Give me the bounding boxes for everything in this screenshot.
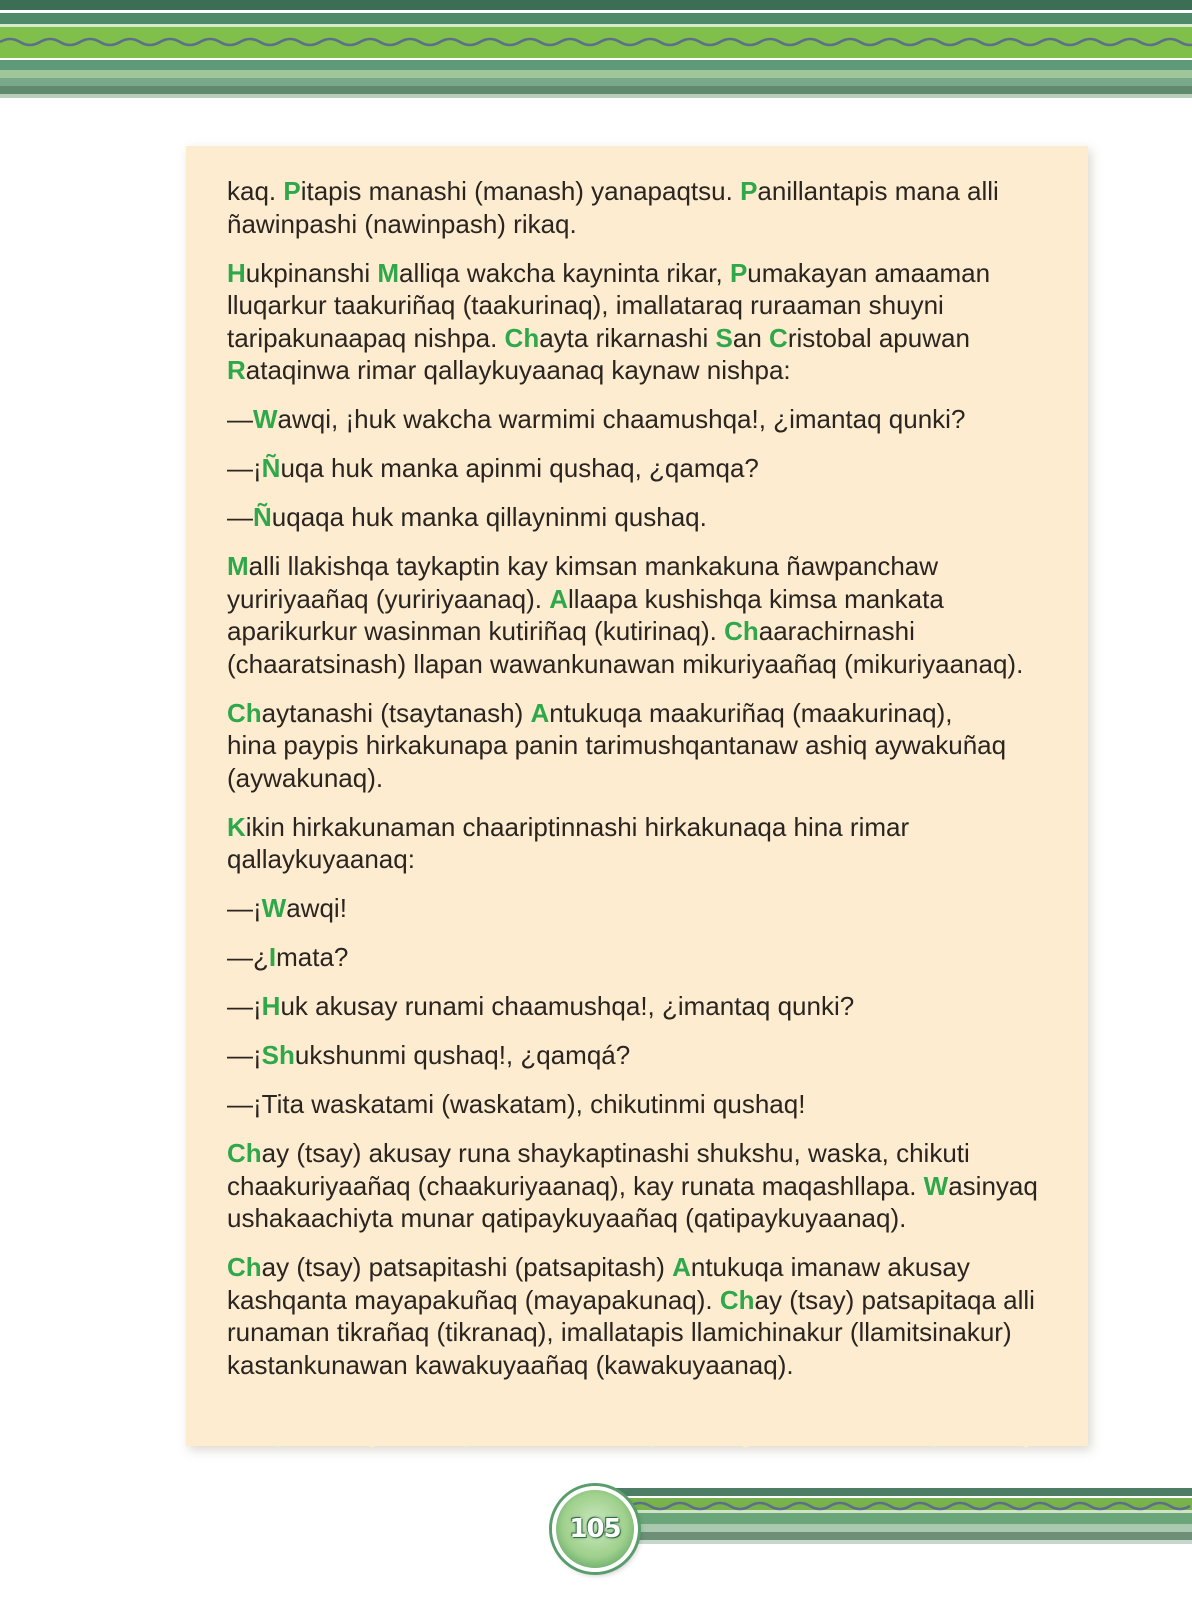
paragraph (227, 452, 1067, 485)
text-run: —¡Tita waskatami (waskatam), chikutinmi qushaq! (227, 1089, 806, 1119)
text-run: ay (tsay) patsapitaqa alli (754, 1284, 1035, 1315)
text-run: asinyaq (948, 1170, 1038, 1201)
highlighted-initial: K (227, 811, 246, 842)
highlighted-initial: A (549, 583, 569, 614)
text-run: aarachirnashi (758, 616, 915, 646)
paragraph (227, 990, 1067, 1023)
paragraph (227, 697, 1067, 795)
paragraph (227, 1088, 1067, 1121)
text-run: alliqa wakcha kayninta rikar, (399, 257, 730, 288)
text-run: ay (tsay) akusay runa shaykaptinashi shukshu, waska, chikuti (261, 1138, 970, 1168)
highlighted-initial: P (740, 176, 758, 206)
story-text (227, 175, 1067, 1398)
highlighted-initial: Ch (227, 1252, 262, 1282)
paragraph (227, 501, 1067, 534)
text-run: umakayan amaaman (747, 257, 991, 288)
paragraph (227, 1137, 1067, 1235)
text-run: —¡ (227, 991, 262, 1021)
page-number: 105 (569, 1514, 621, 1544)
text-run: aytanashi (tsaytanash) (261, 697, 531, 728)
paragraph (227, 175, 1067, 240)
text-run: —¡ (227, 1040, 262, 1070)
text-run: llaapa kushishqa kimsa mankata (568, 583, 944, 614)
highlighted-initial: W (923, 1170, 949, 1201)
text-run: ukpinanshi (245, 257, 378, 288)
torn-paper-edge (186, 1418, 1088, 1458)
highlighted-initial: Ñ (253, 502, 272, 532)
text-run: runaman tikrañaq (tikranaq), imallatapis llamichinakur (llamitsinakur) (227, 1317, 1012, 1347)
highlighted-initial: W (253, 404, 278, 434)
highlighted-initial: A (530, 697, 550, 728)
highlighted-initial: C (769, 322, 788, 353)
text-run: kastankunawan kawakuyaañaq (kawakuyaanaq). (227, 1349, 794, 1380)
text-run: uqaqa huk manka qillayninmi qushaq. (271, 502, 707, 532)
text-run: ristobal apuwan (787, 322, 970, 353)
bottom-decorative-band (590, 1488, 1192, 1560)
text-run: ukshunmi qushaq!, ¿qamqá? (294, 1040, 631, 1070)
highlighted-initial: H (261, 991, 281, 1021)
text-run: awqi, ¡huk wakcha warmimi chaamushqa!, ¿imantaq qunki? (277, 404, 966, 434)
highlighted-initial: R (227, 355, 246, 385)
paragraph (227, 550, 1067, 680)
text-run: ataqinwa rimar qallaykuyaanaq kaynaw nishpa: (245, 355, 791, 385)
text-run: ntukuqa imanaw akusay (690, 1252, 970, 1282)
highlighted-initial: Ch (504, 322, 540, 353)
text-run: ay (tsay) patsapitashi (patsapitash) (261, 1252, 673, 1282)
text-run: ushakaachiyta munar qatipaykuyaañaq (qatipaykuyaanaq). (227, 1203, 907, 1233)
text-run: uk akusay runami chaamushqa!, ¿imantaq qunki? (280, 991, 855, 1021)
text-run: chaakuriyaañaq (chaakuriyaanaq), kay runata maqashllapa. (227, 1170, 924, 1201)
text-run: anillantapis mana alli (757, 176, 999, 206)
highlighted-initial: A (672, 1252, 691, 1282)
top-decorative-band (0, 0, 1192, 98)
highlighted-initial: S (715, 322, 733, 353)
text-run: an (732, 322, 770, 353)
highlighted-initial: M (377, 257, 399, 288)
highlighted-initial: P (283, 176, 301, 206)
text-run: taripakunaapaq nishpa. (227, 322, 505, 353)
text-run: — (227, 404, 253, 434)
paragraph (227, 941, 1067, 974)
text-run: —¿ (227, 942, 269, 972)
text-run: kaq. (227, 176, 284, 206)
highlighted-initial: H (227, 257, 246, 288)
paragraph (227, 1039, 1067, 1072)
text-run: mata? (276, 942, 349, 972)
highlighted-initial: Ch (724, 616, 759, 646)
paragraph (227, 403, 1067, 436)
highlighted-initial: Ch (227, 697, 262, 728)
highlighted-initial: I (268, 942, 277, 972)
text-run: qallaykuyaanaq: (227, 844, 415, 874)
text-run: aparikurkur wasinman kutiriñaq (kutirinaq). (227, 616, 725, 646)
text-run: — (227, 502, 253, 532)
text-run: itapis manashi (manash) yanapaqtsu. (300, 176, 741, 206)
text-run: ntukuqa maakuriñaq (maakurinaq), (549, 697, 953, 728)
text-run: —¡ (227, 453, 262, 483)
text-run: awqi! (286, 893, 347, 923)
text-run: hina paypis hirkakunapa panin tarimushqantanaw ashiq aywakuñaq (227, 730, 1007, 760)
text-run: lluqarkur taakuriñaq (taakurinaq), imallataraq ruraaman shuyni (227, 290, 944, 320)
highlighted-initial: Ñ (261, 453, 281, 483)
highlighted-initial: P (729, 257, 748, 288)
highlighted-initial: Ch (227, 1138, 262, 1168)
paragraph (227, 892, 1067, 925)
highlighted-initial: Ch (719, 1284, 755, 1315)
text-run: uqa huk manka apinmi qushaq, ¿qamqa? (280, 453, 759, 483)
paragraph (227, 811, 1067, 876)
highlighted-initial: W (261, 893, 287, 923)
text-run: ikin hirkakunaman chaariptinnashi hirkakunaqa hina rimar (245, 811, 910, 842)
highlighted-initial: Sh (261, 1040, 295, 1070)
highlighted-initial: M (227, 551, 249, 581)
text-run: (aywakunaq). (227, 762, 384, 793)
text-run: alli llakishqa taykaptin kay kimsan mankakuna ñawpanchaw (248, 551, 939, 581)
text-run: yuririyaañaq (yuririyaanaq). (227, 583, 550, 614)
wave-pattern-bottom (590, 1500, 1192, 1512)
paragraph (227, 1251, 1067, 1381)
text-run: ayta rikarnashi (539, 322, 716, 353)
wave-pattern-top (0, 36, 1192, 48)
text-run: —¡ (227, 893, 262, 923)
text-run: (chaaratsinash) llapan wawankunawan mikuriyaañaq (mikuriyaanaq). (227, 648, 1024, 679)
text-run: ñawinpashi (nawinpash) rikaq. (227, 208, 577, 239)
text-run: kashqanta mayapakuñaq (mayapakunaq). (227, 1284, 720, 1315)
page-number-badge (552, 1486, 638, 1572)
paragraph (227, 257, 1067, 387)
